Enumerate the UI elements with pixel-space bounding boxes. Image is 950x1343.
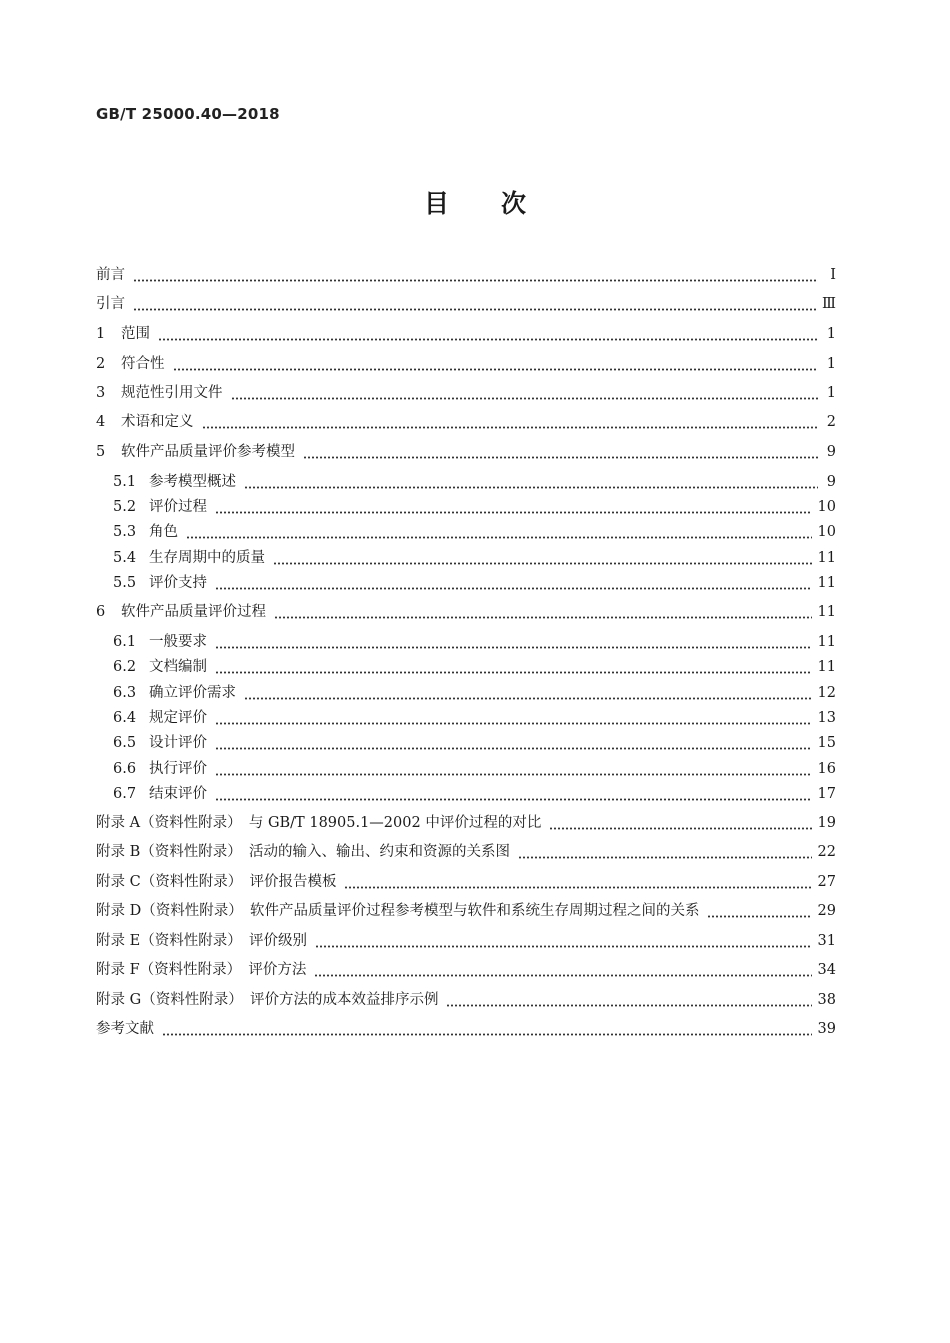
toc-entry (113, 783, 836, 805)
toc-entry (96, 841, 836, 863)
toc-entry (113, 496, 836, 518)
toc-entry-page: 39 (817, 1021, 836, 1037)
toc-entry (96, 353, 836, 375)
toc-entry-number: 5 (96, 444, 106, 460)
toc-entry (113, 572, 836, 594)
toc-entry-title: 参考模型概述 (149, 474, 236, 490)
toc-entry (113, 547, 836, 569)
toc-entry-number: 6.6 (113, 761, 137, 777)
toc-entry-title: 结束评价 (149, 786, 207, 802)
dot-leader (133, 293, 816, 315)
toc-entry-title: 设计评价 (149, 735, 207, 751)
toc-entry (96, 930, 836, 952)
toc-entry-page: 9 (826, 474, 836, 490)
toc-entry (96, 293, 836, 315)
toc-entry (96, 411, 836, 433)
toc-entry (113, 631, 836, 653)
toc-entry (113, 707, 836, 729)
toc-entry-number: 6.7 (113, 786, 137, 802)
toc-entry-title: 规定评价 (149, 710, 207, 726)
dot-leader (215, 758, 812, 780)
toc-entry-number: 6 (96, 604, 106, 620)
toc-entry-title: 附录 G（资料性附录） 评价方法的成本效益排序示例 (96, 992, 439, 1008)
toc-entry-title: 引言 (96, 296, 125, 312)
title-char-right: 次 (501, 189, 527, 218)
toc-entry-page: 11 (817, 575, 836, 591)
toc-entry (113, 656, 836, 678)
toc-entry-number: 5.1 (113, 474, 137, 490)
toc-entry-number: 3 (96, 385, 106, 401)
toc-entry-number: 5.3 (113, 524, 137, 540)
dot-leader (215, 496, 812, 518)
dot-leader (518, 841, 812, 863)
toc-entry (96, 959, 836, 981)
toc-entry-page: 38 (817, 992, 836, 1008)
toc-entry-page: 27 (817, 874, 836, 890)
toc-entry-number: 6.5 (113, 735, 137, 751)
toc-entry-number: 1 (96, 326, 106, 342)
toc-entry-page: 11 (817, 634, 836, 650)
dot-leader (274, 601, 812, 623)
toc-entry-page: Ⅰ (830, 267, 836, 283)
toc-entry-title: 一般要求 (149, 634, 207, 650)
toc-entry (96, 900, 836, 922)
dot-leader (446, 989, 811, 1011)
toc-entry-page: 1 (826, 385, 836, 401)
toc-entry-page: 1 (826, 326, 836, 342)
toc-entry (113, 682, 836, 704)
toc-entry-number: 6.3 (113, 685, 137, 701)
dot-leader (173, 353, 819, 375)
dot-leader (162, 1018, 812, 1040)
toc-entry-page: 9 (826, 444, 836, 460)
dot-leader (314, 959, 811, 981)
toc-entry-page: 11 (817, 604, 836, 620)
toc-entry-title: 软件产品质量评价过程 (121, 604, 266, 620)
toc-entry (96, 441, 836, 463)
dot-leader (244, 471, 818, 493)
toc-entry-number: 6.4 (113, 710, 137, 726)
toc-entry-number: 5.5 (113, 575, 137, 591)
dot-leader (215, 572, 812, 594)
toc-entry-page: 12 (817, 685, 836, 701)
toc-entry-title: 附录 B（资料性附录） 活动的输入、输出、约束和资源的关系图 (96, 844, 511, 860)
dot-leader (215, 631, 812, 653)
toc-entry-title: 附录 D（资料性附录） 软件产品质量评价过程参考模型与软件和系统生存周期过程之间的关系 (96, 903, 700, 919)
toc-entry-title: 软件产品质量评价参考模型 (121, 444, 295, 460)
toc-entry-title: 前言 (96, 267, 125, 283)
toc-entry-title: 角色 (149, 524, 178, 540)
toc-entry-title: 附录 A（资料性附录） 与 GB/T 18905.1—2002 中评价过程的对比 (96, 815, 542, 831)
toc-entry-title: 确立评价需求 (149, 685, 236, 701)
toc-entry-page: 16 (817, 761, 836, 777)
toc-entry-page: 11 (817, 659, 836, 675)
dot-leader (315, 930, 812, 952)
toc-entry-title: 评价过程 (149, 499, 207, 515)
toc-entry-title: 范围 (121, 326, 150, 342)
toc-entry-page: 11 (817, 550, 836, 566)
dot-leader (215, 656, 812, 678)
toc-entry-number: 6.2 (113, 659, 137, 675)
toc-entry-number: 4 (96, 414, 106, 430)
toc-entry-page: 13 (817, 710, 836, 726)
toc-entry-title: 文档编制 (149, 659, 207, 675)
toc-entry-page: 1 (826, 356, 836, 372)
toc-entry-page: 17 (817, 786, 836, 802)
toc-entry (113, 732, 836, 754)
toc-entry (96, 601, 836, 623)
toc-entry (113, 758, 836, 780)
dot-leader (158, 323, 818, 345)
title-char-left: 目 (423, 189, 449, 218)
dot-leader (215, 707, 812, 729)
toc-entry-title: 生存周期中的质量 (149, 550, 265, 566)
dot-leader (215, 732, 812, 754)
toc-entry-page: 31 (817, 933, 836, 949)
toc-entry-title: 执行评价 (149, 761, 207, 777)
toc-entry-title: 附录 F（资料性附录） 评价方法 (96, 962, 307, 978)
toc-entry (113, 471, 836, 493)
page-title (0, 184, 950, 220)
dot-leader (549, 812, 811, 834)
toc-entry-page: 15 (817, 735, 836, 751)
toc-entry-number: 6.1 (113, 634, 137, 650)
toc-entry-title: 术语和定义 (121, 414, 194, 430)
toc-entry-page: 19 (817, 815, 836, 831)
toc-entry (96, 812, 836, 834)
dot-leader (231, 382, 819, 404)
toc-entry-page: Ⅲ (822, 296, 836, 312)
toc-entry-page: 10 (817, 524, 836, 540)
toc-entry (96, 989, 836, 1011)
toc-entry (113, 521, 836, 543)
toc-entry-title: 附录 E（资料性附录） 评价级别 (96, 933, 307, 949)
dot-leader (133, 264, 818, 286)
toc-entry-number: 5.2 (113, 499, 137, 515)
dot-leader (273, 547, 812, 569)
toc-entry (96, 323, 836, 345)
toc-entry-title: 参考文献 (96, 1021, 154, 1037)
toc-entry-number: 2 (96, 356, 106, 372)
toc-entry (96, 264, 836, 286)
toc-entry-page: 34 (817, 962, 836, 978)
toc-entry-number: 5.4 (113, 550, 137, 566)
document-id: GB/T 25000.40—2018 (96, 105, 280, 123)
dot-leader (344, 871, 811, 893)
toc-entry-title: 评价支持 (149, 575, 207, 591)
toc-entry-page: 10 (817, 499, 836, 515)
toc-entry-title: 符合性 (121, 356, 165, 372)
dot-leader (244, 682, 812, 704)
dot-leader (303, 441, 818, 463)
dot-leader (215, 783, 812, 805)
toc-entry-title: 附录 C（资料性附录） 评价报告模板 (96, 874, 337, 890)
toc-entry-page: 29 (817, 903, 836, 919)
dot-leader (186, 521, 812, 543)
dot-leader (202, 411, 819, 433)
dot-leader (707, 900, 811, 922)
toc-entry (96, 871, 836, 893)
toc-entry (96, 1018, 836, 1040)
toc-entry-page: 2 (826, 414, 836, 430)
toc-entry-title: 规范性引用文件 (121, 385, 223, 401)
toc-entry (96, 382, 836, 404)
toc-entry-page: 22 (817, 844, 836, 860)
